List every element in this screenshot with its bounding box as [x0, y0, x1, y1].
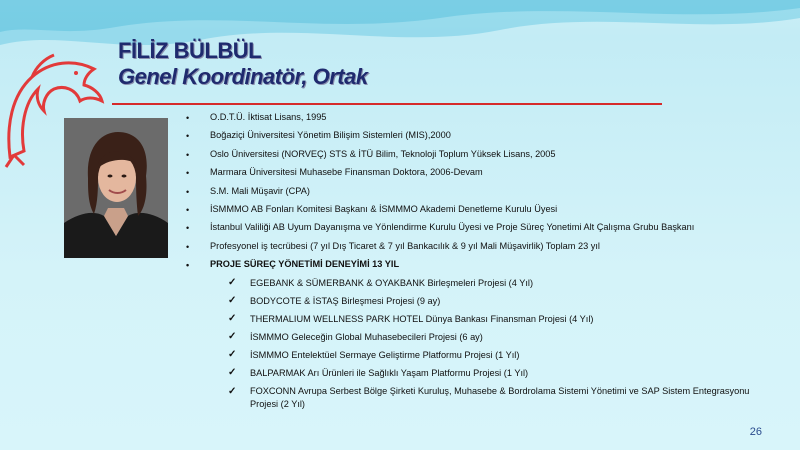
list-item: • İSMMMO AB Fonları Komitesi Başkanı & İSMMMO Akademi Denetleme Kurulu Üyesi: [186, 203, 558, 215]
project-item: ✓ THERMALIUM WELLNESS PARK HOTEL Dünya Bankası Finansman Projesi (4 Yıl): [228, 312, 594, 324]
bullet-icon: •: [186, 186, 190, 197]
checkmark-icon: ✓: [228, 294, 237, 306]
list-item: • Oslo Üniversitesi (NORVEÇ) STS & İTÜ Bilim, Teknoloji Toplum Yüksek Lisans, 2005: [186, 148, 556, 160]
checkmark-icon: ✓: [228, 331, 237, 343]
checkmark-icon: ✓: [228, 312, 237, 324]
person-role: Genel Koordinatör, Ortak: [118, 64, 368, 89]
checkmark-icon: ✓: [228, 367, 237, 379]
section-heading: • PROJE SÜREÇ YÖNETİMİ DENEYİMİ 13 YIL: [186, 259, 400, 271]
title-underline: [112, 103, 662, 105]
bullet-icon: •: [186, 260, 190, 271]
resume-content: [186, 110, 786, 412]
slide-title: [118, 38, 368, 90]
checkmark-icon: ✓: [228, 385, 237, 397]
bullet-icon: •: [186, 204, 190, 215]
list-item: • İstanbul Valiliği AB Uyum Dayanışma ve Yönlendirme Kurulu Üyesi ve Proje Süreç Yonetimi Alt Çalışma Grubu Başkanı: [186, 222, 695, 234]
bullet-icon: •: [186, 168, 190, 179]
project-item: ✓ İSMMMO Entelektüel Sermaye Geliştirme Platformu Projesi (1 Yıl): [228, 349, 520, 361]
education-experience-list: [186, 110, 786, 276]
page-number: 26: [749, 426, 762, 438]
portrait-photo: [64, 118, 168, 258]
checkmark-icon: ✓: [228, 276, 237, 288]
project-item: ✓ İSMMMO Geleceğin Global Muhasebecileri Projesi (6 ay): [228, 331, 483, 343]
list-item: • Boğaziçi Üniversitesi Yönetim Bilişim Sistemleri (MIS),2000: [186, 130, 451, 142]
project-item: ✓ FOXCONN Avrupa Serbest Bölge Şirketi Kuruluş, Muhasebe & Bordrolama Sistemi Yönetimi ve SAP Sistem Entegrasyonu Projesi (2 Yıl): [228, 385, 750, 410]
project-item: ✓ BODYCOTE & İSTAŞ Birleşmesi Projesi (9 ay): [228, 294, 441, 306]
list-item: • Marmara Üniversitesi Muhasebe Finansman Doktora, 2006-Devam: [186, 167, 483, 179]
list-item: • O.D.T.Ü. İktisat Lisans, 1995: [186, 112, 327, 123]
list-item: • S.M. Mali Müşavir (CPA): [186, 185, 310, 197]
project-list: [186, 276, 786, 412]
checkmark-icon: ✓: [228, 349, 237, 361]
bullet-icon: •: [186, 131, 190, 142]
list-item: • Profesyonel iş tecrübesi (7 yıl Dış Ticaret & 7 yıl Bankacılık & 9 yıl Mali Müşavirlik) Toplam 23 yıl: [186, 240, 600, 252]
project-item: ✓ BALPARMAK Arı Ürünleri ile Sağlıklı Yaşam Platformu Projesi (1 Yıl): [228, 367, 529, 379]
bullet-icon: •: [186, 241, 190, 252]
bullet-icon: •: [186, 149, 190, 160]
bullet-icon: •: [186, 223, 190, 234]
project-item: ✓ EGEBANK & SÜMERBANK & OYAKBANK Birleşmeleri Projesi (4 Yıl): [228, 276, 534, 288]
bullet-icon: •: [186, 113, 190, 123]
person-name: FİLİZ BÜLBÜL: [118, 38, 262, 63]
